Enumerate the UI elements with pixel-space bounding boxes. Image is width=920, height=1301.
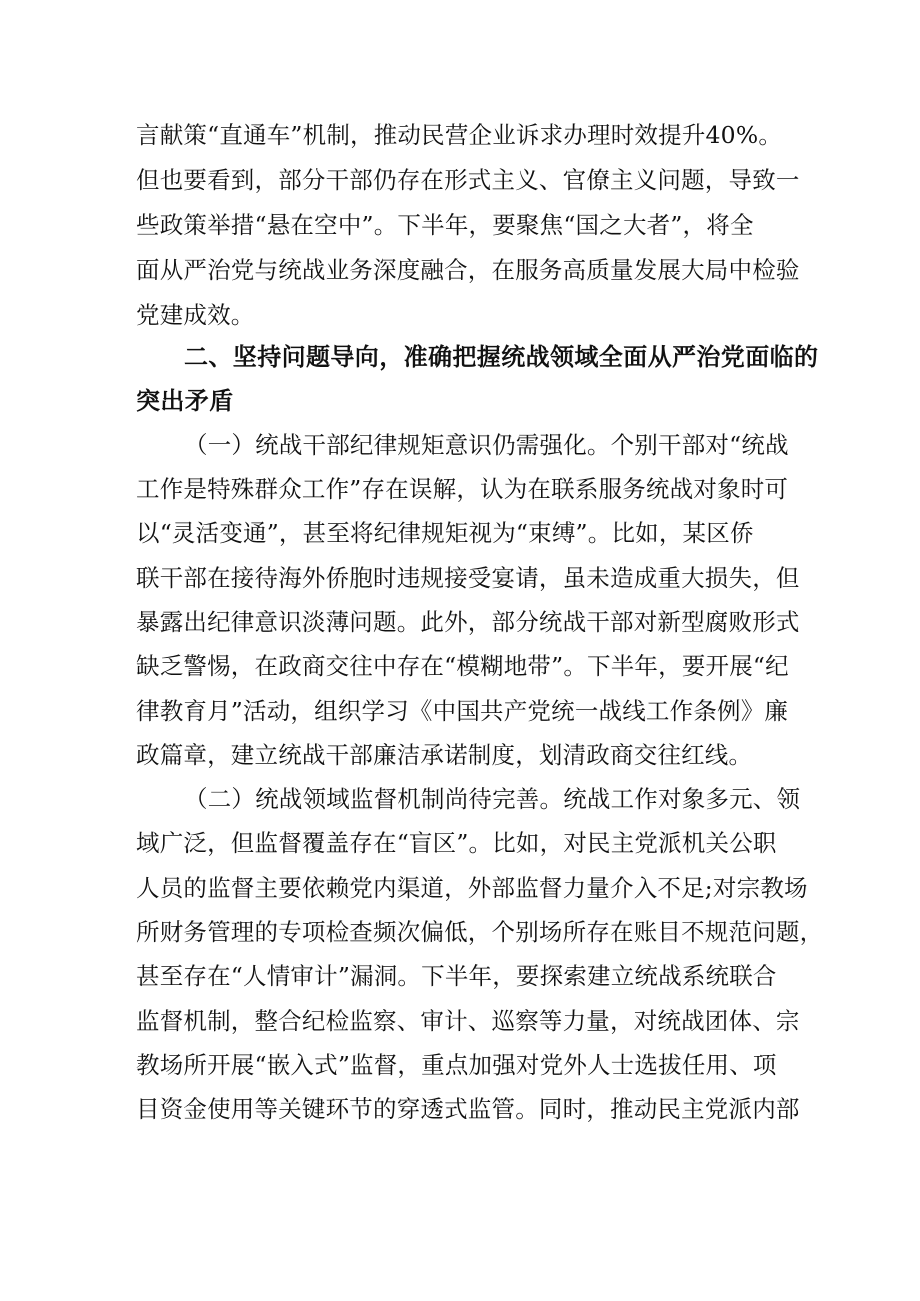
subsection-one-line: 缺乏警惕，在政商交往中存在“模糊地带”。下半年，要开展“纪 [136, 652, 789, 680]
subsection-one-line: 工作是特殊群众工作”存在误解，认为在联系服务统战对象时可 [136, 475, 789, 503]
subsection-one-line: 律教育月”活动，组织学习《中国共产党统一战线工作条例》廉 [136, 697, 789, 725]
subsection-one-line: 以“灵活变通”，甚至将纪律规矩视为“束缚”。比如，某区侨 [136, 519, 754, 547]
subsection-two-line: 所财务管理的专项检查频次偏低，个别场所存在账目不规范问题， [136, 918, 824, 946]
subsection-two-line: 监督机制，整合纪检监察、审计、巡察等力量，对统战团体、宗 [136, 1007, 800, 1035]
subsection-one-line: 政篇章，建立统战干部廉洁承诺制度，划清政商交往红线。 [136, 741, 753, 769]
subsection-one-line: 联干部在接待海外侨胞时违规接受宴请，虽未造成重大损失，但 [136, 564, 800, 592]
subsection-two-line: 人员的监督主要依赖党内渠道，外部监督力量介入不足;对宗教场 [136, 874, 808, 902]
intro-line: 但也要看到，部分干部仍存在形式主义、官僚主义问题，导致一 [136, 166, 800, 194]
subsection-one-line: （一）统战干部纪律规矩意识仍需强化。个别干部对“统战 [184, 431, 789, 459]
subsection-two-line: 甚至存在“人情审计”漏洞。下半年，要探索建立统战系统联合 [136, 962, 777, 990]
intro-line: 些政策举措“悬在空中”。下半年，要聚焦“国之大者”，将全 [136, 211, 754, 239]
intro-line: 言献策“直通车”机制，推动民营企业诉求办理时效提升40%。 [136, 121, 783, 149]
intro-line: 面从严治党与统战业务深度融合，在服务高质量发展大局中检验 [136, 256, 800, 284]
subsection-one-line: 暴露出纪律意识淡薄问题。此外，部分统战干部对新型腐败形式 [136, 608, 800, 636]
subsection-two-line: 目资金使用等关键环节的穿透式监管。同时，推动民主党派内部 [136, 1095, 800, 1123]
section-heading: 突出矛盾 [136, 387, 234, 415]
subsection-two-line: （二）统战领域监督机制尚待完善。统战工作对象多元、领 [184, 785, 801, 813]
section-heading: 二、坚持问题导向，准确把握统战领域全面从严治党面临的 [184, 343, 819, 371]
subsection-two-line: 教场所开展“嵌入式”监督，重点加强对党外人士选拔任用、项 [136, 1051, 777, 1079]
subsection-two-line: 域广泛，但监督覆盖存在“盲区”。比如，对民主党派机关公职 [136, 829, 777, 857]
intro-line: 党建成效。 [136, 301, 255, 329]
